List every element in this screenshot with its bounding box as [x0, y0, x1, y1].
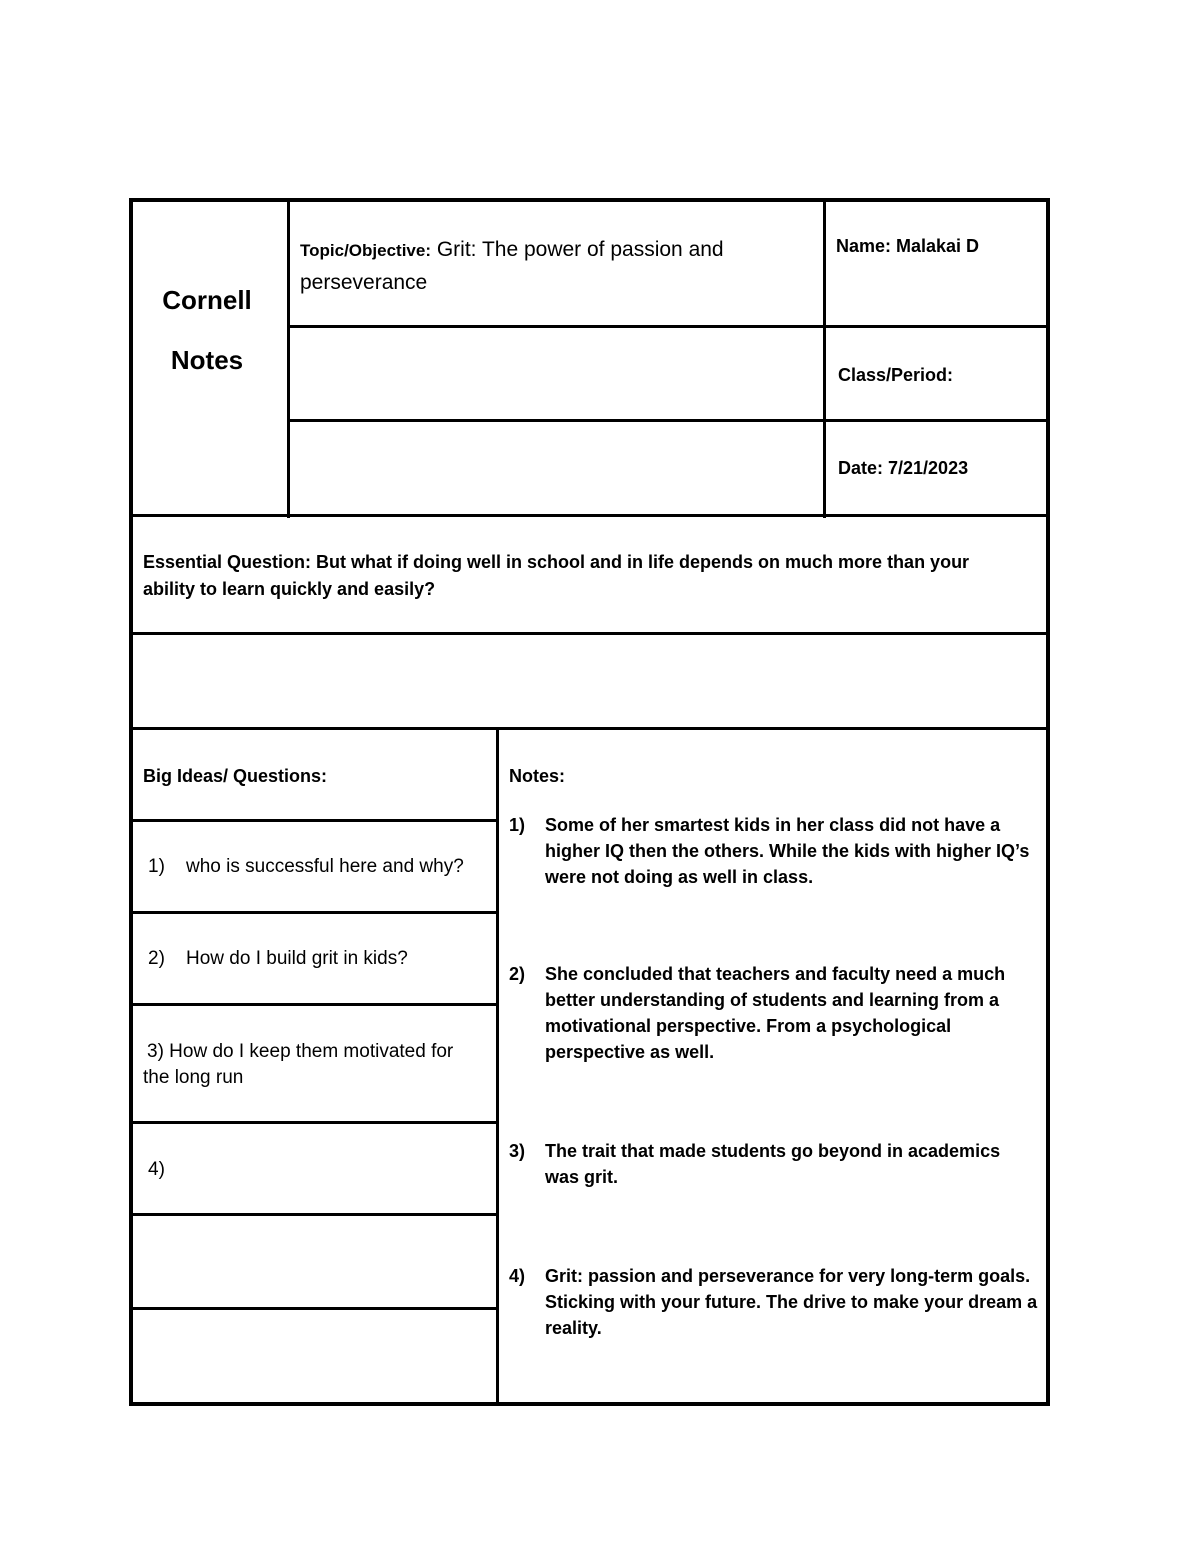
- name-field: Name: Malakai D: [836, 236, 980, 256]
- divider: [129, 911, 499, 914]
- big-idea-item: 1) who is successful here and why?: [148, 856, 464, 877]
- divider: [129, 819, 499, 822]
- divider: [129, 1003, 499, 1006]
- divider: [129, 1213, 499, 1216]
- big-idea-item: 2) How do I build grit in kids?: [148, 948, 408, 969]
- note-number: 2): [509, 964, 526, 984]
- note-item: [509, 961, 1039, 1065]
- note-item: [509, 1263, 1039, 1341]
- big-idea-item: 3) How do I keep them motivated for the long run: [143, 1041, 454, 1088]
- note-item: [509, 812, 1039, 890]
- date-field: Date: 7/21/2023: [838, 458, 969, 478]
- class-period-field: Class/Period:: [838, 365, 954, 385]
- big-idea-item: 4): [148, 1159, 165, 1180]
- page-title-line1: Cornell: [162, 285, 252, 315]
- page-title-line2: Notes: [170, 345, 244, 375]
- topic-value: Grit: The power of passion and perseverance: [300, 238, 724, 294]
- note-number: 1): [509, 815, 526, 835]
- topic-objective: [300, 234, 810, 300]
- divider: [287, 198, 290, 518]
- divider: [129, 1121, 499, 1124]
- divider: [129, 1307, 499, 1310]
- divider: [129, 514, 1050, 517]
- note-text: Some of her smartest kids in her class did not have a higher IQ then the others. While the kids with higher IQ’s were not doing as well in class.: [545, 815, 1030, 887]
- divider: [496, 727, 499, 1406]
- note-text: The trait that made students go beyond in academics was grit.: [545, 1141, 1001, 1187]
- divider: [823, 198, 826, 518]
- divider: [287, 419, 1050, 422]
- essential-question: Essential Question: But what if doing well in school and in life depends on much more than your ability to learn quickly and easily?: [143, 552, 970, 599]
- divider: [129, 632, 1050, 635]
- divider: [287, 325, 1050, 328]
- note-text: Grit: passion and perseverance for very long-term goals. Sticking with your future. The drive to make your dream a reality.: [545, 1266, 1038, 1338]
- big-ideas-heading: Big Ideas/ Questions:: [143, 766, 328, 786]
- divider: [129, 727, 1050, 730]
- note-text: She concluded that teachers and faculty need a much better understanding of students and learning from a motivational perspective. From a psychological perspective as well.: [545, 964, 1006, 1062]
- notes-heading: Notes:: [509, 766, 566, 786]
- note-number: 3): [509, 1141, 526, 1161]
- note-item: [509, 1138, 1039, 1190]
- topic-label: Topic/Objective:: [300, 241, 431, 260]
- note-number: 4): [509, 1266, 526, 1286]
